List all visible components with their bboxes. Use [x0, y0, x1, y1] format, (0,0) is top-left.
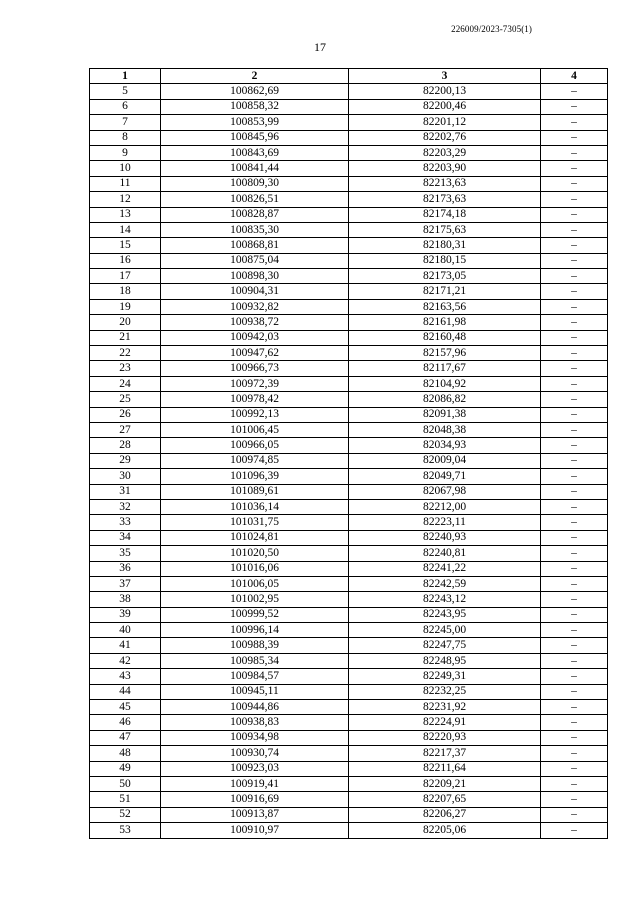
table-row	[90, 669, 608, 684]
y-coordinate-cell: 82048,38	[349, 422, 541, 437]
point-number-cell: 38	[90, 592, 161, 607]
table-row	[90, 192, 608, 207]
point-number-cell: 8	[90, 130, 161, 145]
x-coordinate-cell: 100828,87	[161, 207, 349, 222]
y-coordinate-cell: 82173,05	[349, 269, 541, 284]
point-number-cell: 23	[90, 361, 161, 376]
note-cell: –	[541, 361, 608, 376]
note-cell: –	[541, 299, 608, 314]
y-coordinate-cell: 82180,31	[349, 238, 541, 253]
y-coordinate-cell: 82180,15	[349, 253, 541, 268]
note-cell: –	[541, 561, 608, 576]
note-cell: –	[541, 407, 608, 422]
point-number-cell: 34	[90, 530, 161, 545]
y-coordinate-cell: 82224,91	[349, 715, 541, 730]
y-coordinate-cell: 82163,56	[349, 299, 541, 314]
y-coordinate-cell: 82207,65	[349, 792, 541, 807]
table-row	[90, 84, 608, 99]
table-row	[90, 761, 608, 776]
table-row	[90, 361, 608, 376]
table-row	[90, 238, 608, 253]
point-number-cell: 26	[90, 407, 161, 422]
note-cell: –	[541, 315, 608, 330]
note-cell: –	[541, 192, 608, 207]
table-row	[90, 161, 608, 176]
y-coordinate-cell: 82173,63	[349, 192, 541, 207]
x-coordinate-cell: 100916,69	[161, 792, 349, 807]
table-row	[90, 730, 608, 745]
table-row	[90, 346, 608, 361]
table-row	[90, 269, 608, 284]
note-cell: –	[541, 592, 608, 607]
point-number-cell: 16	[90, 253, 161, 268]
note-cell: –	[541, 638, 608, 653]
table-row	[90, 315, 608, 330]
x-coordinate-cell: 100862,69	[161, 84, 349, 99]
y-coordinate-cell: 82223,11	[349, 515, 541, 530]
x-coordinate-cell: 100934,98	[161, 730, 349, 745]
note-cell: –	[541, 453, 608, 468]
x-coordinate-cell: 101020,50	[161, 546, 349, 561]
point-number-cell: 31	[90, 484, 161, 499]
y-coordinate-cell: 82240,93	[349, 530, 541, 545]
table-row	[90, 684, 608, 699]
y-coordinate-cell: 82160,48	[349, 330, 541, 345]
table-row	[90, 130, 608, 145]
x-coordinate-cell: 100923,03	[161, 761, 349, 776]
header-col-3: 3	[349, 69, 541, 84]
point-number-cell: 7	[90, 115, 161, 130]
point-number-cell: 50	[90, 776, 161, 791]
y-coordinate-cell: 82201,12	[349, 115, 541, 130]
point-number-cell: 45	[90, 700, 161, 715]
note-cell: –	[541, 499, 608, 514]
table-row	[90, 715, 608, 730]
point-number-cell: 39	[90, 607, 161, 622]
note-cell: –	[541, 530, 608, 545]
point-number-cell: 33	[90, 515, 161, 530]
note-cell: –	[541, 376, 608, 391]
x-coordinate-cell: 100992,13	[161, 407, 349, 422]
table-row	[90, 807, 608, 822]
y-coordinate-cell: 82211,64	[349, 761, 541, 776]
point-number-cell: 21	[90, 330, 161, 345]
point-number-cell: 25	[90, 392, 161, 407]
y-coordinate-cell: 82242,59	[349, 576, 541, 591]
x-coordinate-cell: 101006,45	[161, 422, 349, 437]
table-row	[90, 653, 608, 668]
table-row	[90, 700, 608, 715]
x-coordinate-cell: 101096,39	[161, 469, 349, 484]
x-coordinate-cell: 101006,05	[161, 576, 349, 591]
x-coordinate-cell: 100947,62	[161, 346, 349, 361]
note-cell: –	[541, 284, 608, 299]
y-coordinate-cell: 82240,81	[349, 546, 541, 561]
x-coordinate-cell: 100841,44	[161, 161, 349, 176]
x-coordinate-cell: 100835,30	[161, 222, 349, 237]
x-coordinate-cell: 100868,81	[161, 238, 349, 253]
x-coordinate-cell: 100942,03	[161, 330, 349, 345]
x-coordinate-cell: 101024,81	[161, 530, 349, 545]
table-row	[90, 638, 608, 653]
x-coordinate-cell: 100809,30	[161, 176, 349, 191]
x-coordinate-cell: 100945,11	[161, 684, 349, 699]
table-row	[90, 623, 608, 638]
point-number-cell: 30	[90, 469, 161, 484]
table-row	[90, 438, 608, 453]
y-coordinate-cell: 82174,18	[349, 207, 541, 222]
point-number-cell: 17	[90, 269, 161, 284]
x-coordinate-cell: 100938,72	[161, 315, 349, 330]
note-cell: –	[541, 84, 608, 99]
table-row	[90, 592, 608, 607]
note-cell: –	[541, 99, 608, 114]
y-coordinate-cell: 82213,63	[349, 176, 541, 191]
point-number-cell: 48	[90, 746, 161, 761]
y-coordinate-cell: 82243,95	[349, 607, 541, 622]
point-number-cell: 51	[90, 792, 161, 807]
x-coordinate-cell: 100966,73	[161, 361, 349, 376]
header-col-1: 1	[90, 69, 161, 84]
y-coordinate-cell: 82245,00	[349, 623, 541, 638]
table-row	[90, 469, 608, 484]
y-coordinate-cell: 82232,25	[349, 684, 541, 699]
y-coordinate-cell: 82243,12	[349, 592, 541, 607]
table-row	[90, 453, 608, 468]
point-number-cell: 18	[90, 284, 161, 299]
table-row	[90, 176, 608, 191]
note-cell: –	[541, 730, 608, 745]
note-cell: –	[541, 623, 608, 638]
y-coordinate-cell: 82249,31	[349, 669, 541, 684]
x-coordinate-cell: 101031,75	[161, 515, 349, 530]
table-row	[90, 746, 608, 761]
point-number-cell: 52	[90, 807, 161, 822]
y-coordinate-cell: 82247,75	[349, 638, 541, 653]
coordinates-table	[89, 68, 608, 839]
table-row	[90, 253, 608, 268]
note-cell: –	[541, 576, 608, 591]
table-row	[90, 422, 608, 437]
point-number-cell: 5	[90, 84, 161, 99]
point-number-cell: 14	[90, 222, 161, 237]
table-row	[90, 499, 608, 514]
y-coordinate-cell: 82067,98	[349, 484, 541, 499]
header-col-4: 4	[541, 69, 608, 84]
y-coordinate-cell: 82175,63	[349, 222, 541, 237]
note-cell: –	[541, 746, 608, 761]
note-cell: –	[541, 546, 608, 561]
y-coordinate-cell: 82220,93	[349, 730, 541, 745]
y-coordinate-cell: 82200,13	[349, 84, 541, 99]
table-row	[90, 115, 608, 130]
point-number-cell: 11	[90, 176, 161, 191]
note-cell: –	[541, 207, 608, 222]
point-number-cell: 9	[90, 145, 161, 160]
x-coordinate-cell: 100938,83	[161, 715, 349, 730]
x-coordinate-cell: 100978,42	[161, 392, 349, 407]
point-number-cell: 46	[90, 715, 161, 730]
note-cell: –	[541, 130, 608, 145]
point-number-cell: 19	[90, 299, 161, 314]
point-number-cell: 22	[90, 346, 161, 361]
y-coordinate-cell: 82217,37	[349, 746, 541, 761]
x-coordinate-cell: 100972,39	[161, 376, 349, 391]
y-coordinate-cell: 82091,38	[349, 407, 541, 422]
point-number-cell: 15	[90, 238, 161, 253]
x-coordinate-cell: 100853,99	[161, 115, 349, 130]
x-coordinate-cell: 100910,97	[161, 823, 349, 838]
note-cell: –	[541, 469, 608, 484]
y-coordinate-cell: 82209,21	[349, 776, 541, 791]
point-number-cell: 43	[90, 669, 161, 684]
note-cell: –	[541, 330, 608, 345]
note-cell: –	[541, 145, 608, 160]
y-coordinate-cell: 82157,96	[349, 346, 541, 361]
x-coordinate-cell: 100913,87	[161, 807, 349, 822]
y-coordinate-cell: 82009,04	[349, 453, 541, 468]
y-coordinate-cell: 82202,76	[349, 130, 541, 145]
point-number-cell: 47	[90, 730, 161, 745]
x-coordinate-cell: 100966,05	[161, 438, 349, 453]
point-number-cell: 28	[90, 438, 161, 453]
note-cell: –	[541, 253, 608, 268]
note-cell: –	[541, 700, 608, 715]
table-row	[90, 792, 608, 807]
table-header-row	[90, 69, 608, 84]
table-row	[90, 392, 608, 407]
table-row	[90, 607, 608, 622]
note-cell: –	[541, 684, 608, 699]
x-coordinate-cell: 100875,04	[161, 253, 349, 268]
point-number-cell: 42	[90, 653, 161, 668]
x-coordinate-cell: 100988,39	[161, 638, 349, 653]
note-cell: –	[541, 222, 608, 237]
table-row	[90, 546, 608, 561]
y-coordinate-cell: 82203,90	[349, 161, 541, 176]
table-row	[90, 330, 608, 345]
note-cell: –	[541, 176, 608, 191]
x-coordinate-cell: 100932,82	[161, 299, 349, 314]
y-coordinate-cell: 82104,92	[349, 376, 541, 391]
note-cell: –	[541, 438, 608, 453]
note-cell: –	[541, 607, 608, 622]
y-coordinate-cell: 82203,29	[349, 145, 541, 160]
note-cell: –	[541, 392, 608, 407]
note-cell: –	[541, 715, 608, 730]
x-coordinate-cell: 100930,74	[161, 746, 349, 761]
x-coordinate-cell: 100985,34	[161, 653, 349, 668]
x-coordinate-cell: 100858,32	[161, 99, 349, 114]
table-row	[90, 376, 608, 391]
table-row	[90, 576, 608, 591]
y-coordinate-cell: 82117,67	[349, 361, 541, 376]
y-coordinate-cell: 82034,93	[349, 438, 541, 453]
table-row	[90, 823, 608, 838]
point-number-cell: 49	[90, 761, 161, 776]
point-number-cell: 12	[90, 192, 161, 207]
table-row	[90, 99, 608, 114]
table-row	[90, 145, 608, 160]
y-coordinate-cell: 82248,95	[349, 653, 541, 668]
point-number-cell: 53	[90, 823, 161, 838]
page-number: 17	[314, 40, 326, 54]
y-coordinate-cell: 82161,98	[349, 315, 541, 330]
point-number-cell: 35	[90, 546, 161, 561]
note-cell: –	[541, 653, 608, 668]
point-number-cell: 44	[90, 684, 161, 699]
x-coordinate-cell: 100984,57	[161, 669, 349, 684]
y-coordinate-cell: 82205,06	[349, 823, 541, 838]
table-row	[90, 284, 608, 299]
note-cell: –	[541, 792, 608, 807]
table-row	[90, 530, 608, 545]
note-cell: –	[541, 422, 608, 437]
note-cell: –	[541, 269, 608, 284]
point-number-cell: 40	[90, 623, 161, 638]
x-coordinate-cell: 100996,14	[161, 623, 349, 638]
x-coordinate-cell: 100919,41	[161, 776, 349, 791]
y-coordinate-cell: 82231,92	[349, 700, 541, 715]
point-number-cell: 24	[90, 376, 161, 391]
table-row	[90, 776, 608, 791]
point-number-cell: 29	[90, 453, 161, 468]
x-coordinate-cell: 101002,95	[161, 592, 349, 607]
table-row	[90, 222, 608, 237]
point-number-cell: 36	[90, 561, 161, 576]
point-number-cell: 20	[90, 315, 161, 330]
note-cell: –	[541, 115, 608, 130]
document-id: 226009/2023-7305(1)	[451, 24, 532, 34]
point-number-cell: 13	[90, 207, 161, 222]
table-body	[90, 84, 608, 838]
point-number-cell: 27	[90, 422, 161, 437]
table-row	[90, 515, 608, 530]
point-number-cell: 37	[90, 576, 161, 591]
y-coordinate-cell: 82212,00	[349, 499, 541, 514]
x-coordinate-cell: 100999,52	[161, 607, 349, 622]
note-cell: –	[541, 346, 608, 361]
note-cell: –	[541, 161, 608, 176]
x-coordinate-cell: 101036,14	[161, 499, 349, 514]
x-coordinate-cell: 100843,69	[161, 145, 349, 160]
y-coordinate-cell: 82049,71	[349, 469, 541, 484]
note-cell: –	[541, 669, 608, 684]
x-coordinate-cell: 101016,06	[161, 561, 349, 576]
table-row	[90, 299, 608, 314]
x-coordinate-cell: 100944,86	[161, 700, 349, 715]
y-coordinate-cell: 82086,82	[349, 392, 541, 407]
note-cell: –	[541, 515, 608, 530]
table-row	[90, 407, 608, 422]
table-row	[90, 484, 608, 499]
point-number-cell: 41	[90, 638, 161, 653]
point-number-cell: 10	[90, 161, 161, 176]
x-coordinate-cell: 101089,61	[161, 484, 349, 499]
x-coordinate-cell: 100904,31	[161, 284, 349, 299]
x-coordinate-cell: 100845,96	[161, 130, 349, 145]
x-coordinate-cell: 100898,30	[161, 269, 349, 284]
y-coordinate-cell: 82206,27	[349, 807, 541, 822]
note-cell: –	[541, 807, 608, 822]
y-coordinate-cell: 82200,46	[349, 99, 541, 114]
x-coordinate-cell: 100974,85	[161, 453, 349, 468]
y-coordinate-cell: 82171,21	[349, 284, 541, 299]
table-row	[90, 561, 608, 576]
y-coordinate-cell: 82241,22	[349, 561, 541, 576]
note-cell: –	[541, 823, 608, 838]
note-cell: –	[541, 238, 608, 253]
point-number-cell: 6	[90, 99, 161, 114]
point-number-cell: 32	[90, 499, 161, 514]
note-cell: –	[541, 484, 608, 499]
header-col-2: 2	[161, 69, 349, 84]
table-row	[90, 207, 608, 222]
note-cell: –	[541, 776, 608, 791]
x-coordinate-cell: 100826,51	[161, 192, 349, 207]
note-cell: –	[541, 761, 608, 776]
